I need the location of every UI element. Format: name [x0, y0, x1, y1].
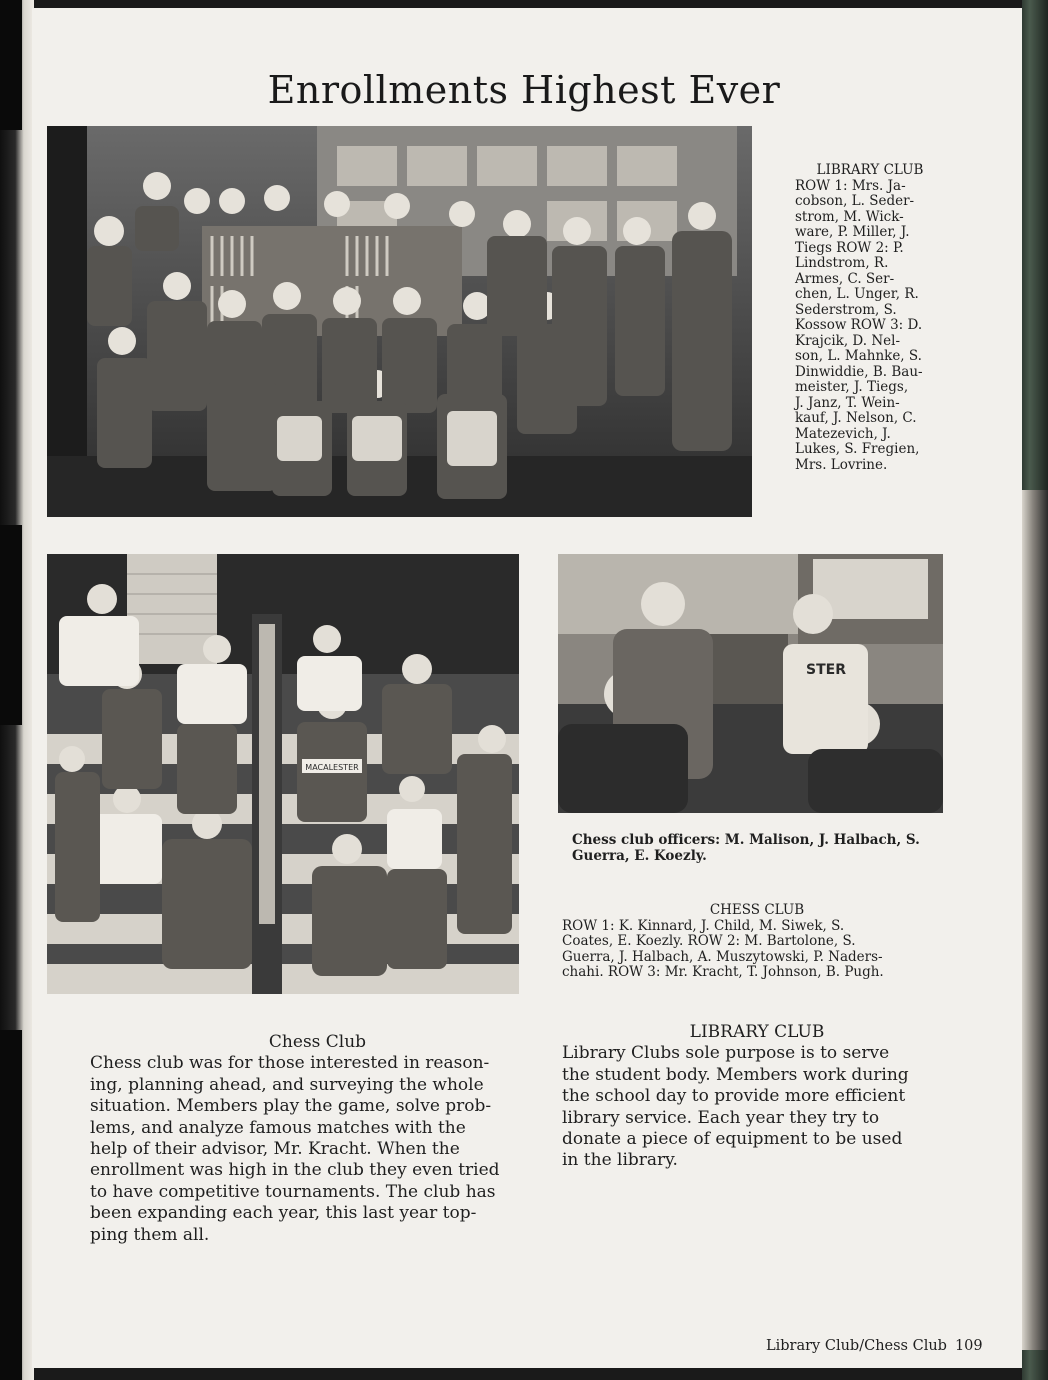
book-cover-right	[1022, 0, 1048, 1380]
library-article-heading: LIBRARY CLUB	[689, 1022, 825, 1042]
library-club-article	[562, 1022, 952, 1172]
chess-club-photo	[47, 554, 519, 994]
chess-club-article	[90, 1032, 545, 1246]
caption-line: strom, M. Wick-	[795, 208, 904, 225]
library-club-photo	[47, 126, 752, 517]
caption-line: Sederstrom, S.	[795, 301, 897, 318]
article-line: library service. Each year they try to	[562, 1107, 880, 1128]
chess-caption-heading: CHESS CLUB	[709, 902, 805, 918]
caption-line: ROW 1: K. Kinnard, J. Child, M. Siwek, S.	[562, 917, 845, 934]
article-line: help of their advisor, Mr. Kracht. When the	[90, 1139, 460, 1160]
caption-line: son, L. Mahnke, S.	[795, 348, 922, 364]
caption-line: Krajcik, D. Nel-	[795, 332, 901, 349]
caption-line: kauf, J. Nelson, C.	[795, 410, 917, 426]
article-line: Chess club was for those interested in reason-	[90, 1053, 490, 1074]
folio-section: Library Club/Chess Club	[766, 1338, 947, 1354]
article-line: been expanding each year, this last year top-	[90, 1203, 477, 1224]
caption-line: Mrs. Lovrine.	[795, 456, 888, 473]
page-folio	[766, 1338, 983, 1354]
article-line: ing, planning ahead, and surveying the whole	[90, 1074, 484, 1095]
chess-club-photo-caption	[562, 903, 952, 981]
caption-line: Guerra, E. Koezly.	[572, 847, 707, 864]
chess-officers-photo	[558, 554, 943, 813]
caption-line: meister, J. Tiegs,	[795, 379, 909, 395]
caption-line: ware, P. Miller, J.	[795, 224, 910, 240]
caption-line: J. Janz, T. Wein-	[795, 394, 900, 411]
article-line: enrollment was high in the club they even tried	[90, 1160, 500, 1181]
article-line: the student body. Members work during	[562, 1064, 909, 1085]
caption-line: ROW 1: Mrs. Ja-	[795, 177, 906, 194]
caption-line: Kossow ROW 3: D.	[795, 317, 923, 333]
article-line: situation. Members play the game, solve prob-	[90, 1096, 492, 1117]
caption-line: Lindstrom, R.	[795, 255, 889, 271]
page-number: 109	[954, 1338, 983, 1354]
article-line: Library Clubs sole purpose is to serve	[562, 1043, 890, 1064]
caption-line: cobson, L. Seder-	[795, 193, 915, 209]
shirt-lettering: MACALESTER	[305, 763, 359, 772]
caption-line: Dinwiddie, B. Bau-	[795, 363, 923, 380]
caption-line: chahi. ROW 3: Mr. Kracht, T. Johnson, B. Pugh.	[562, 964, 884, 980]
caption-line: Chess club officers: M. Malison, J. Halbach, S.	[572, 832, 920, 848]
book-spine-left	[0, 0, 34, 1380]
caption-line: Tiegs ROW 2: P.	[795, 239, 904, 256]
article-line: donate a piece of equipment to be used	[562, 1129, 903, 1150]
article-line: to have competitive tournaments. The club has	[90, 1181, 496, 1202]
caption-line: Armes, C. Ser-	[795, 270, 895, 287]
caption-line: Lukes, S. Fregien,	[795, 441, 920, 457]
caption-line: Coates, E. Koezly. ROW 2: M. Bartolone, S.	[562, 933, 856, 949]
article-line: the school day to provide more efficient	[562, 1086, 906, 1107]
caption-line: Matezevich, J.	[795, 425, 891, 442]
article-line: in the library.	[562, 1150, 678, 1171]
shirt-lettering: STER	[806, 662, 846, 678]
chess-article-heading: Chess Club	[268, 1032, 367, 1052]
library-club-photo-caption	[795, 163, 945, 473]
article-line: lems, and analyze famous matches with the	[90, 1117, 466, 1138]
article-line: ping them all.	[90, 1224, 210, 1245]
page-title: Enrollments Highest Ever	[267, 68, 781, 112]
caption-line: Guerra, J. Halbach, A. Muszytowski, P. Naders-	[562, 948, 883, 965]
caption-line: chen, L. Unger, R.	[795, 286, 919, 302]
chess-officers-caption	[572, 833, 952, 864]
library-caption-heading: LIBRARY CLUB	[816, 162, 924, 178]
